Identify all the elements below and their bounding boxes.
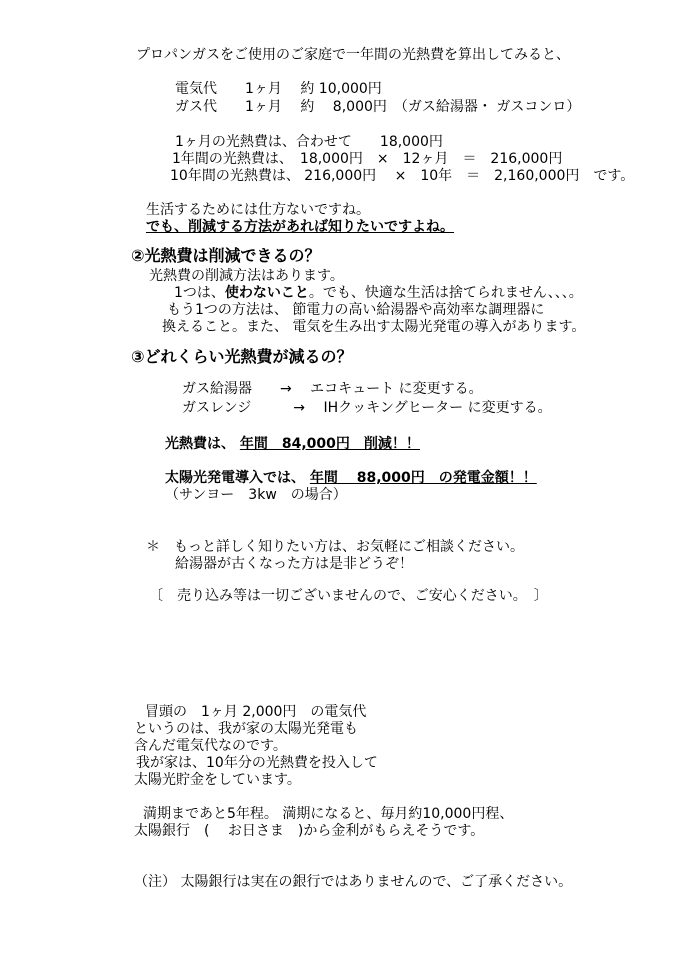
solar-note: （サンヨー 3kw の場合） (165, 487, 347, 503)
change-gas-range: ガスレンジ → IHクッキングヒーター に変更する。 (182, 400, 552, 416)
monthly-total: 1ヶ月の光熱費は、合わせて 18,000円 (175, 134, 443, 150)
living-line-2: でも、削減する方法があれば知りたいですよね。 (146, 219, 454, 235)
section-2-heading: ②光熱費は削減できるの？ (131, 246, 321, 265)
change-water-heater: ガス給湯器 → エコキュート に変更する。 (182, 381, 483, 397)
closing-line-6: 満期まであと5年程。 満期になると、毎月約10,000円程、 (143, 806, 514, 822)
saving-line (165, 436, 420, 453)
solar-label: 太陽光発電導入では、 (165, 470, 305, 486)
closing-line-4: 我が家は、10年分の光熱費を投入して (136, 755, 378, 771)
footnote: （注） 太陽銀行は実在の銀行ではありませんので、ご了承ください。 (134, 874, 573, 890)
intro-line: プロパンガスをご使用のご家庭で一年間の光熱費を算出してみると、 (136, 47, 570, 63)
gas-cost: ガス代 1ヶ月 約 8,000円 （ガス給湯器・ ガスコンロ） (175, 99, 581, 115)
saving-label: 光熱費は、 (165, 436, 235, 452)
method-one-label: 1つは、 (174, 285, 225, 301)
closing-line-1: 冒頭の 1ヶ月 2,000円 の電気代 (145, 704, 367, 720)
solar-line (165, 470, 537, 487)
no-sales-notice: 〔 売り込み等は一切ございませんので、ご安心ください。 〕 (149, 588, 548, 604)
closing-line-3: 含んだ電気代なのです。 (134, 738, 287, 754)
solar-value: 年間 88,000円 の発電金額！！ (309, 470, 537, 486)
section-2-line-2 (174, 285, 583, 302)
method-one-emphasis: 使わないこと (224, 285, 309, 301)
section-2-line-3: もう1つの方法は、 節電力の高い給湯器や高効率な調理器に (167, 302, 545, 318)
saving-value: 年間 84,000円 削減！！ (239, 436, 420, 452)
consult-line-1: ＊ もっと詳しく知りたい方は、お気軽にご相談ください。 (146, 539, 524, 555)
ten-year-total: 10年間の光熱費は、 216,000円 × 10年 ＝ 2,160,000円 です。 (170, 168, 635, 184)
section-2-line-1: 光熱費の削減方法はあります。 (149, 268, 344, 284)
section-2-line-4: 換えること。また、 電気を生み出す太陽光発電の導入があります。 (162, 319, 586, 335)
living-line-1: 生活するためには仕方ないですね。 (146, 202, 370, 218)
closing-line-5: 太陽光貯金をしています。 (134, 772, 301, 788)
consult-line-2: 給湯器が古くなった方は是非どうぞ！ (175, 556, 413, 572)
method-one-rest: 。でも、快適な生活は捨てられません、、、。 (308, 285, 583, 301)
section-3-heading: ③どれくらい光熱費が減るの？ (131, 347, 353, 366)
yearly-total: 1年間の光熱費は、 18,000円 × 12ヶ月 ＝ 216,000円 (172, 151, 563, 167)
closing-line-7: 太陽銀行 ( お日さま )から金利がもらえそうです。 (134, 823, 485, 839)
closing-line-2: というのは、我が家の太陽光発電も (134, 721, 358, 737)
electric-cost: 電気代 1ヶ月 約 10,000円 (175, 81, 382, 97)
